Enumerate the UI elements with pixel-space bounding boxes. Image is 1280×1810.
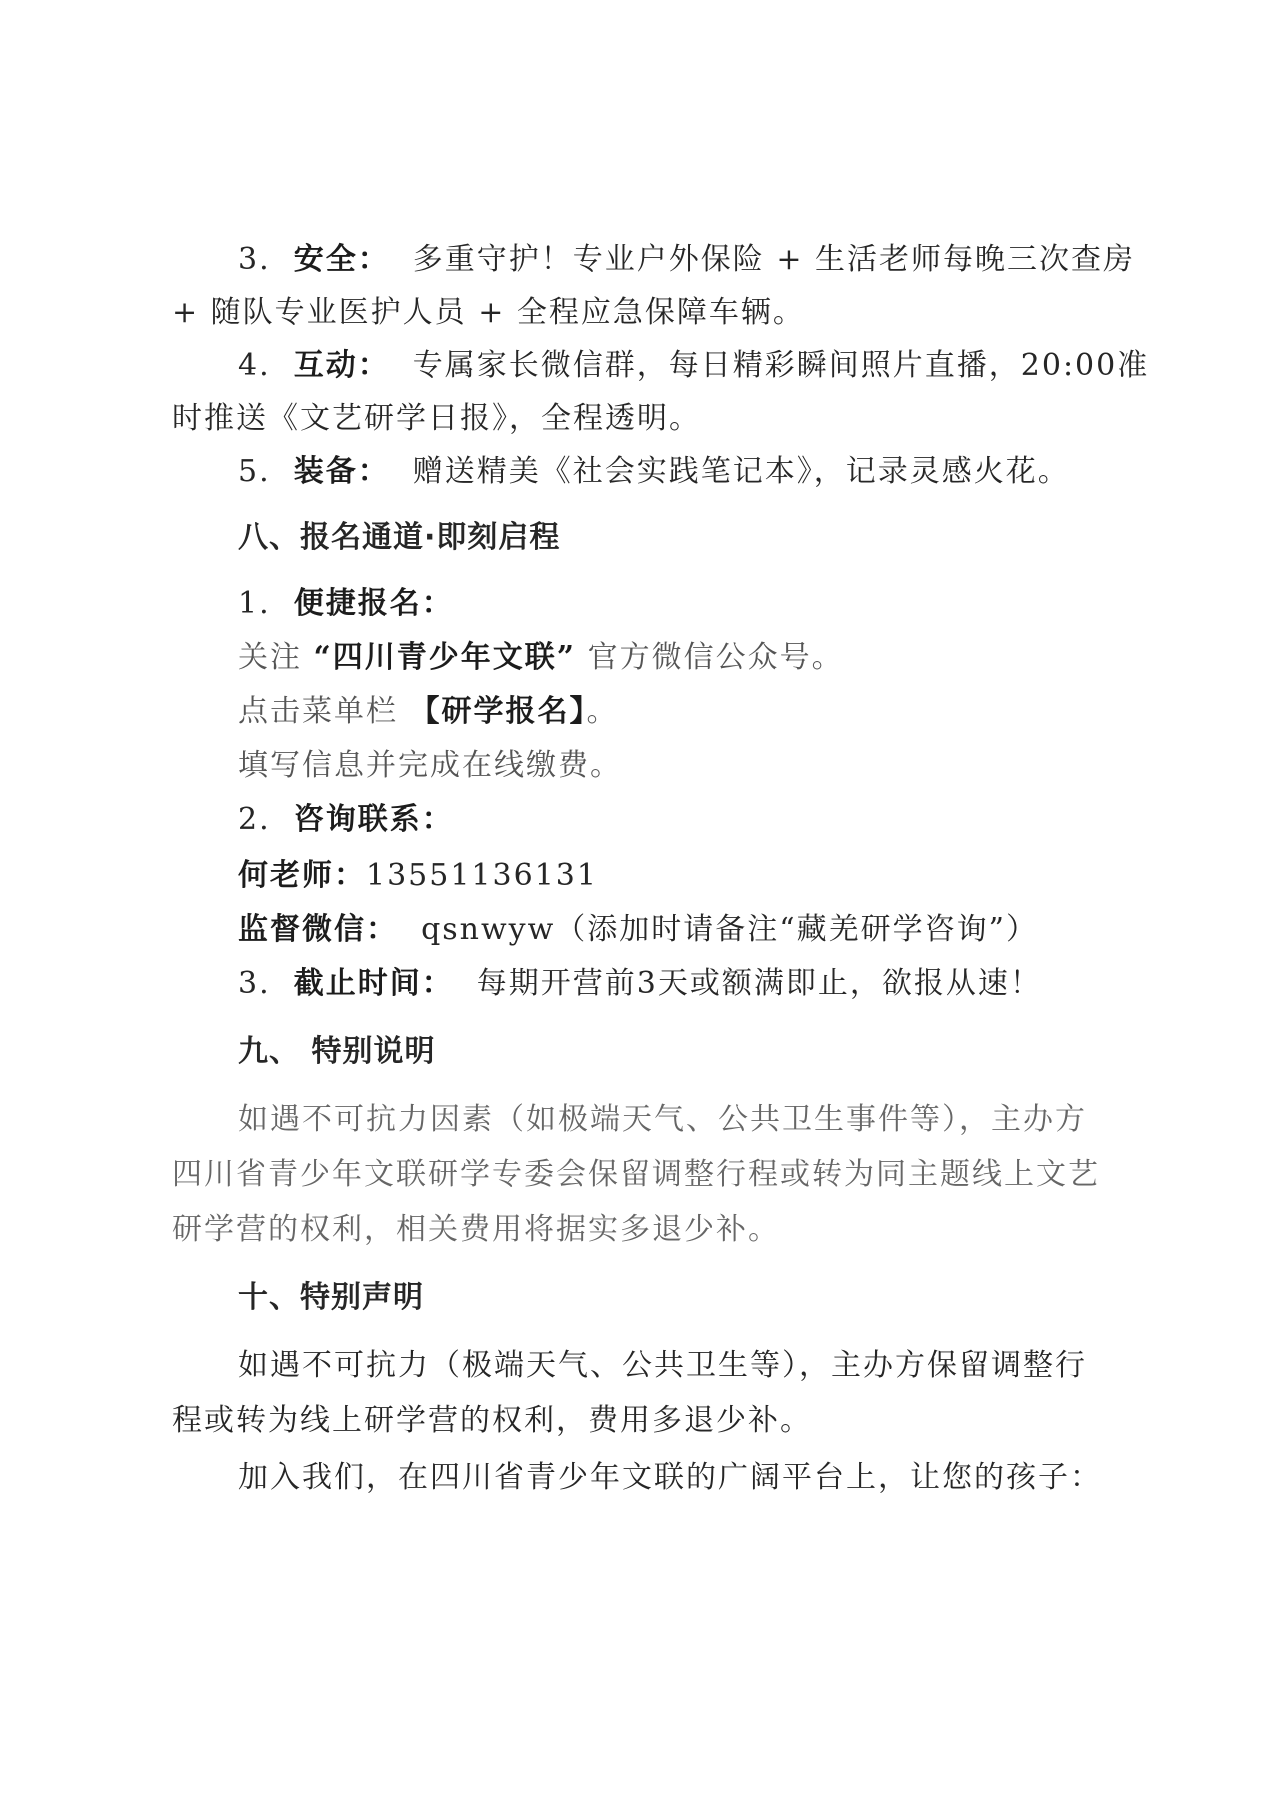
section9-para-2: 四川省青少年文联研学专委会保留调整行程或转为同主题线上文艺	[172, 1157, 1100, 1192]
interact-number: 4.	[238, 348, 271, 383]
contact-label: 咨询联系：	[293, 802, 454, 837]
deadline-number: 3.	[238, 966, 271, 1001]
wechat-label: 监督微信：	[238, 912, 398, 947]
section9-title: 九、 特别说明	[238, 1034, 436, 1069]
interact-label: 互动：	[293, 348, 390, 383]
section9-para-3: 研学营的权利，相关费用将据实多退少补。	[172, 1212, 780, 1247]
gear-text-1: 赠送精美《社会实践笔记本》，记录灵感火花。	[412, 454, 1070, 489]
safety-line-2	[172, 293, 805, 333]
interact-text-1: 专属家长微信群，每日精彩瞬间照片直播，20:00准	[412, 348, 1150, 383]
safety-text-2: + 随队专业医护人员 + 全程应急保障车辆。	[172, 295, 805, 330]
signup-label: 便捷报名：	[293, 586, 454, 621]
contact-number: 2.	[238, 802, 271, 837]
teacher-phone: 13551136131	[366, 858, 598, 893]
signup-step-2	[238, 692, 619, 732]
deadline-label: 截止时间：	[293, 966, 454, 1001]
section10-para-2: 程或转为线上研学营的权利，费用多退少补。	[172, 1403, 812, 1438]
gear-label: 装备：	[293, 454, 390, 489]
contact-header	[238, 800, 454, 840]
gear-number: 5.	[238, 454, 271, 489]
signup-step-1-post: 官方微信公众号。	[587, 640, 844, 675]
teacher-label: 何老师：	[238, 858, 366, 893]
section10-para-1: 如遇不可抗力（极端天气、公共卫生等），主办方保留调整行	[238, 1348, 1087, 1383]
safety-text-1: 多重守护！专业户外保险 + 生活老师每晚三次查房	[412, 242, 1135, 277]
section9-para-1: 如遇不可抗力因素（如极端天气、公共卫生事件等），主办方	[238, 1102, 1087, 1137]
safety-number: 3.	[238, 242, 271, 277]
safety-label: 安全：	[293, 242, 390, 277]
interact-text-2: 时推送《文艺研学日报》，全程透明。	[172, 401, 701, 436]
deadline-text: 每期开营前3天或额满即止，欲报从速！	[476, 966, 1042, 1001]
signup-step-2-post: 。	[586, 694, 619, 729]
wechat-value: qsnwyw（添加时请备注“藏羌研学咨询”）	[421, 912, 1038, 947]
interact-line-2	[172, 399, 701, 439]
section10-para-3: 加入我们，在四川省青少年文联的广阔平台上，让您的孩子：	[238, 1460, 1102, 1495]
interact-line-1	[238, 346, 1149, 386]
signup-step-1	[238, 638, 844, 678]
signup-step-2-menu: 【研学报名】	[409, 694, 587, 729]
signup-step-2-pre: 点击菜单栏	[238, 694, 398, 729]
section8-title: 八、报名通道·即刻启程	[238, 520, 561, 555]
signup-number: 1.	[238, 586, 271, 621]
gear-line-1	[238, 452, 1070, 492]
wechat-contact	[238, 910, 1038, 950]
section10-title: 十、特别声明	[238, 1280, 424, 1315]
signup-step-3: 填写信息并完成在线缴费。	[238, 748, 622, 783]
safety-line-1	[238, 240, 1135, 280]
deadline-line	[238, 964, 1042, 1004]
teacher-contact	[238, 856, 598, 896]
signup-header	[238, 584, 454, 624]
signup-step-1-account: “四川青少年文联”	[313, 640, 577, 675]
signup-step-1-pre: 关注	[238, 640, 302, 675]
